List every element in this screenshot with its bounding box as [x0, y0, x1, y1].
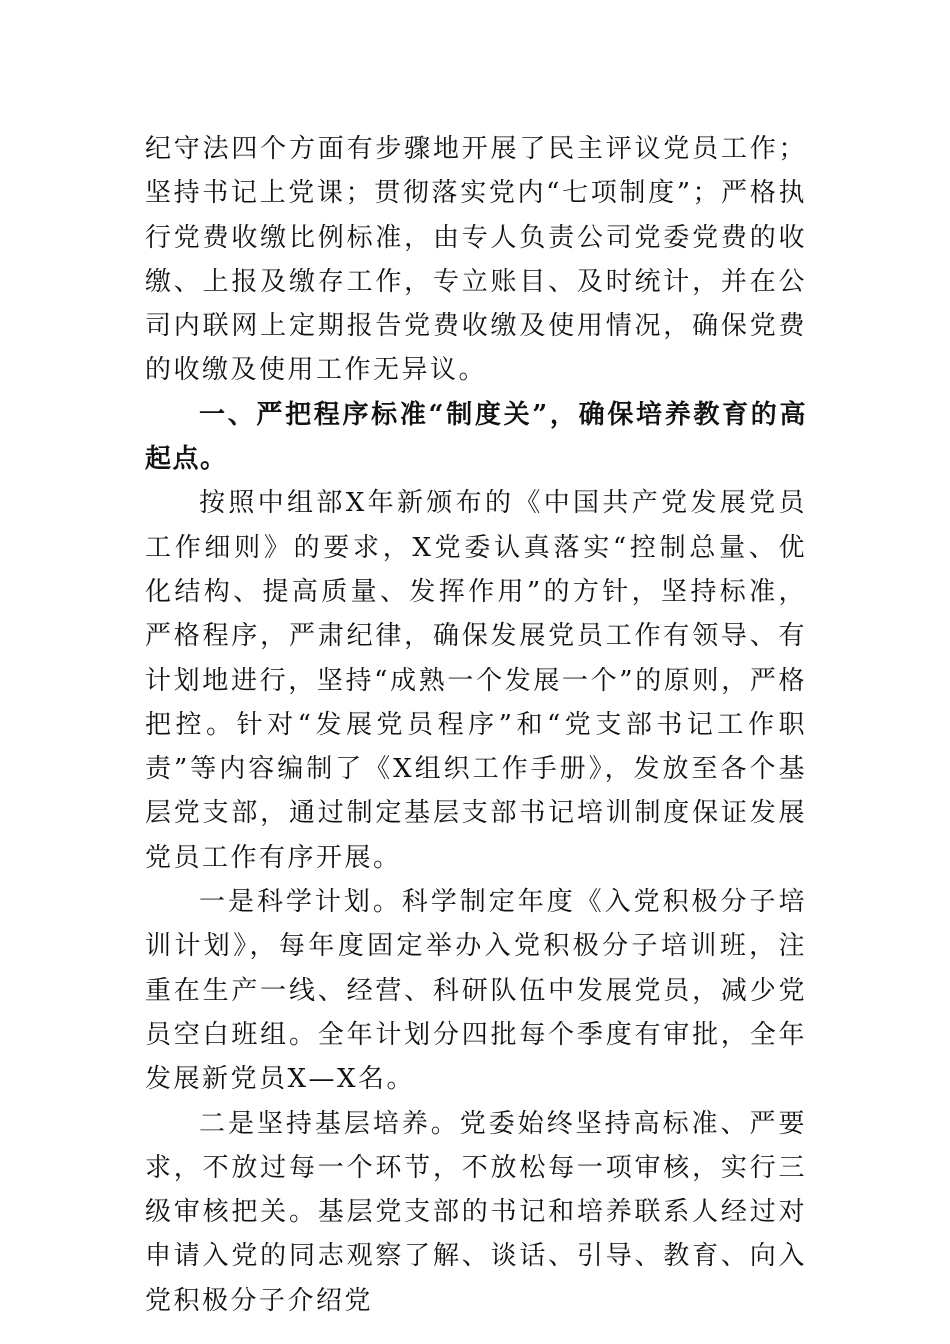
- section-heading-1: 一、严把程序标准“制度关”，确保培养教育的高起点。: [145, 399, 807, 475]
- body-paragraph-4: 二是坚持基层培养。党委始终坚持高标准、严要求，不放过每一个环节，不放松每一项审核，实行三级审核把关。基层党支部的书记和培养联系人经过对申请入党的同志观察了解、谈话、引导、教育、向入党积极分子介绍党: [145, 1108, 807, 1316]
- body-paragraph-1: 纪守法四个方面有步骤地开展了民主评议党员工作；坚持书记上党课；贯彻落实党内“七项制度”；严格执行党费收缴比例标准，由专人负责公司党委党费的收缴、上报及缴存工作，专立账目、及时统计，并在公司内联网上定期报告党费收缴及使用情况，确保党费的收缴及使用工作无异议。: [145, 134, 807, 386]
- body-paragraph-2: 按照中组部X年新颁布的《中国共产党发展党员工作细则》的要求，X党委认真落实“控制总量、优化结构、提高质量、发挥作用”的方针，坚持标准，严格程序，严肃纪律，确保发展党员工作有领导、有计划地进行，坚持“成熟一个发展一个”的原则，严格把控。针对“发展党员程序”和“党支部书记工作职责”等内容编制了《X组织工作手册》，发放至各个基层党支部，通过制定基层支部书记培训制度保证发展党员工作有序开展。: [145, 488, 807, 873]
- body-paragraph-3: 一是科学计划。科学制定年度《入党积极分子培训计划》，每年度固定举办入党积极分子培训班，注重在生产一线、经营、科研队伍中发展党员，减少党员空白班组。全年计划分四批每个季度有审批，全年发展新党员X—X名。: [145, 887, 807, 1095]
- document-page: [145, 127, 807, 1323]
